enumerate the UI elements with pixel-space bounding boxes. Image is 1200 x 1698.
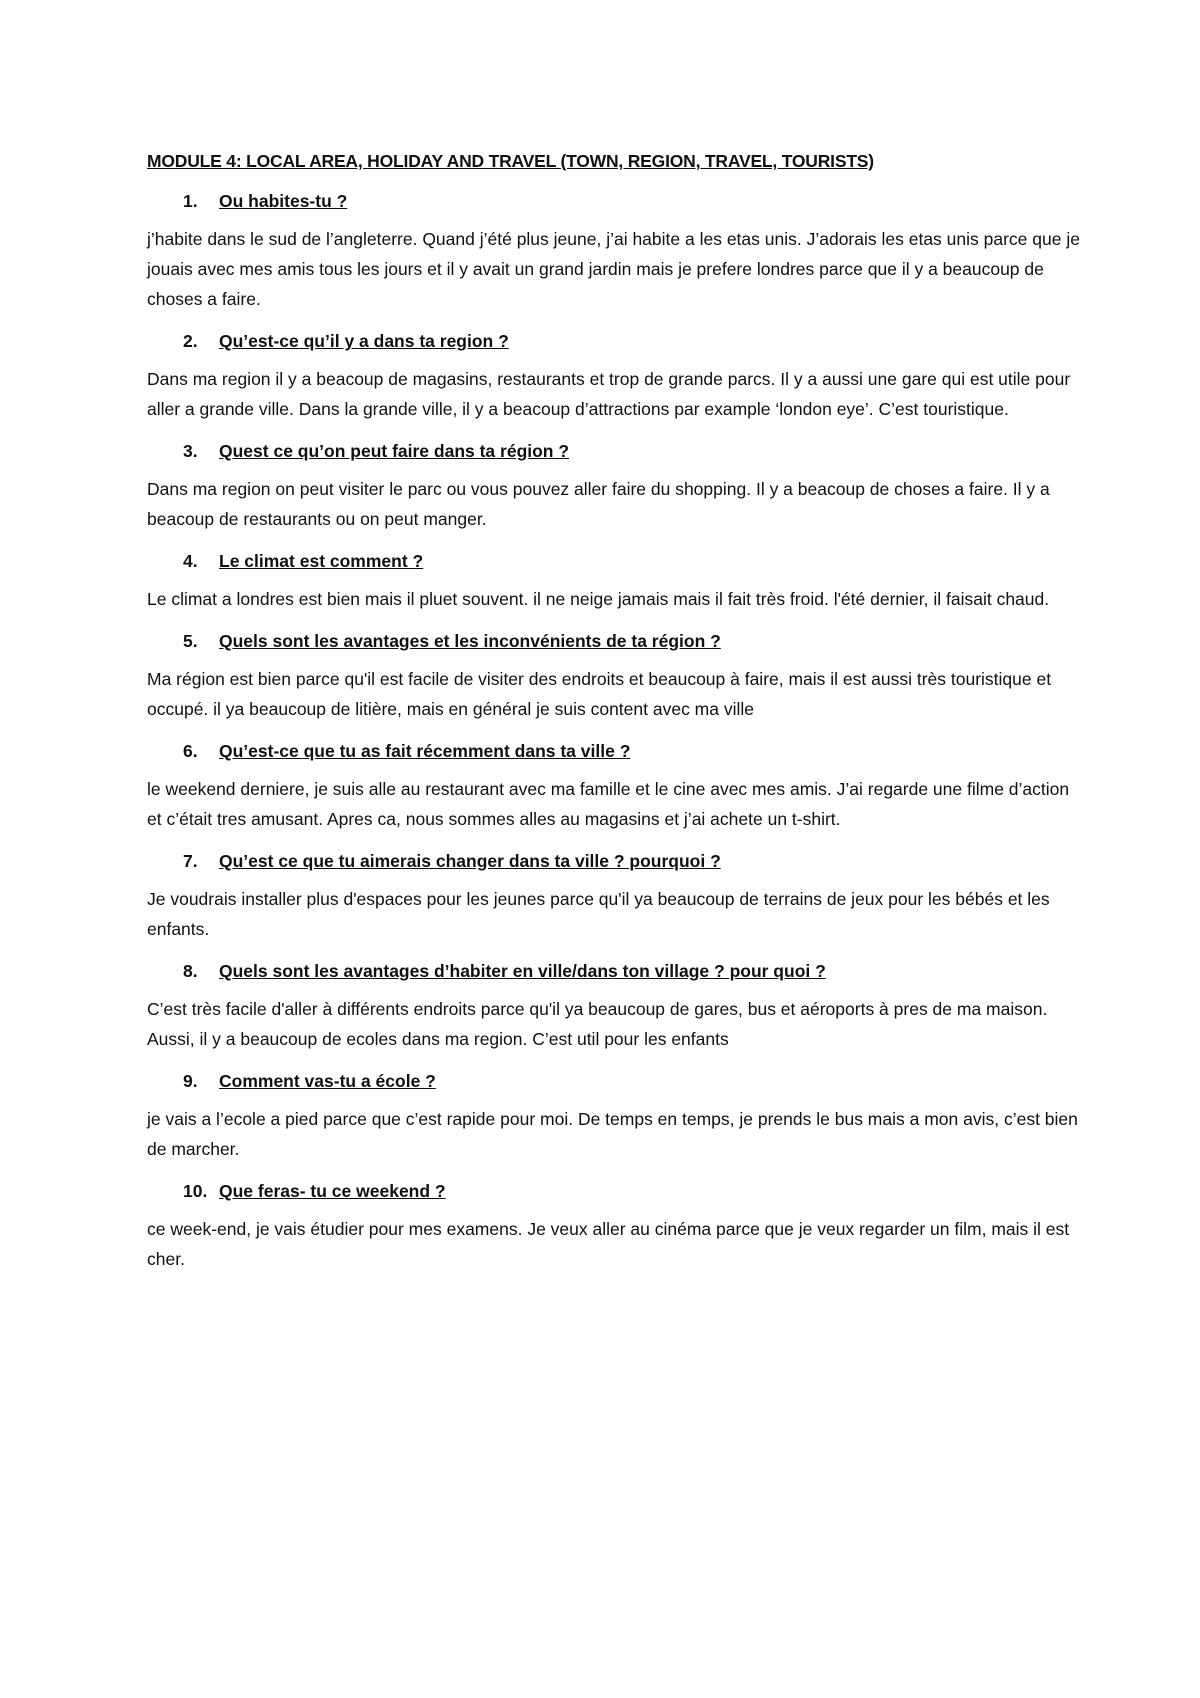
question-6 — [147, 738, 1082, 764]
qa-item-7 — [147, 848, 1082, 944]
question-5 — [147, 628, 1082, 654]
question-number: 3. — [183, 441, 198, 461]
question-4 — [147, 548, 1082, 574]
question-number: 10. — [183, 1181, 208, 1201]
answer-3: Dans ma region on peut visiter le parc ou vous pouvez aller faire du shopping. Il y a beacoup de choses a faire. Il y a beacoup de restaurants ou on peut manger. — [147, 479, 1050, 529]
question-number: 8. — [183, 961, 198, 981]
qa-item-8 — [147, 958, 1082, 1054]
question-number: 2. — [183, 331, 198, 351]
question-1 — [147, 188, 1082, 214]
qa-item-6 — [147, 738, 1082, 834]
question-text: Quels sont les avantages et les inconvénients de ta région ? — [219, 631, 721, 651]
answer-7: Je voudrais installer plus d'espaces pour les jeunes parce qu'il ya beaucoup de terrains de jeux pour les bébés et les enfants. — [147, 889, 1050, 939]
question-7 — [147, 848, 1082, 874]
answer-2: Dans ma region il y a beacoup de magasins, restaurants et trop de grande parcs. Il y a aussi une gare qui est utile pour aller a grande ville. Dans la grande ville, il y a beacoup d’attractions par example ‘london eye’. C’est touristique. — [147, 369, 1071, 419]
question-number: 7. — [183, 851, 198, 871]
question-8 — [147, 958, 1082, 984]
qa-item-9 — [147, 1068, 1082, 1164]
question-number: 4. — [183, 551, 198, 571]
question-text: Quest ce qu’on peut faire dans ta région ? — [219, 441, 570, 461]
question-9 — [147, 1068, 1082, 1094]
answer-9: je vais a l’ecole a pied parce que c’est rapide pour moi. De temps en temps, je prends le bus mais a mon avis, c’est bien de marcher. — [147, 1109, 1078, 1159]
answer-6: le weekend derniere, je suis alle au restaurant avec ma famille et le cine avec mes amis. J’ai regarde une filme d’action et c’était tres amusant. Apres ca, nous sommes alles au magasins et j’ai achete un t-shirt. — [147, 779, 1070, 829]
qa-item-3 — [147, 438, 1082, 534]
question-number: 1. — [183, 191, 198, 211]
question-number: 6. — [183, 741, 198, 761]
answer-5: Ma région est bien parce qu'il est facile de visiter des endroits et beaucoup à faire, mais il est aussi très touristique et occupé. il ya beaucoup de litière, mais en général je suis content avec ma ville — [147, 669, 1052, 719]
answer-4: Le climat a londres est bien mais il pluet souvent. il ne neige jamais mais il fait très froid. l'été dernier, il faisait chaud. — [147, 589, 1050, 609]
question-number: 5. — [183, 631, 198, 651]
document-page — [147, 148, 1082, 1288]
qa-item-1 — [147, 188, 1082, 314]
question-3 — [147, 438, 1082, 464]
answer-8: C’est très facile d'aller à différents endroits parce qu'il ya beaucoup de gares, bus et aéroports à pres de ma maison. Aussi, il y a beaucoup de ecoles dans ma region. C’est util pour les enfants — [147, 999, 1048, 1049]
question-text: Comment vas-tu a école ? — [219, 1071, 436, 1091]
question-text: Qu’est ce que tu aimerais changer dans ta ville ? pourquoi ? — [219, 851, 721, 871]
question-text: Que feras- tu ce weekend ? — [219, 1181, 446, 1201]
qa-item-4 — [147, 548, 1082, 614]
qa-item-2 — [147, 328, 1082, 424]
question-text: Qu’est-ce qu’il y a dans ta region ? — [219, 331, 509, 351]
question-text: Qu’est-ce que tu as fait récemment dans ta ville ? — [219, 741, 631, 761]
question-text: Ou habites-tu ? — [219, 191, 348, 211]
qa-item-10 — [147, 1178, 1082, 1274]
question-10 — [147, 1178, 1082, 1204]
answer-10: ce week-end, je vais étudier pour mes examens. Je veux aller au cinéma parce que je veux regarder un film, mais il est cher. — [147, 1219, 1070, 1269]
answer-1: j’habite dans le sud de l’angleterre. Quand j’été plus jeune, j’ai habite a les etas unis. J’adorais les etas unis parce que je jouais avec mes amis tous les jours et il y avait un grand jardin mais je prefere londres parce que il y a beaucoup de choses a faire. — [147, 229, 1080, 309]
question-2 — [147, 328, 1082, 354]
question-text: Le climat est comment ? — [219, 551, 424, 571]
document-title: MODULE 4: LOCAL AREA, HOLIDAY AND TRAVEL (TOWN, REGION, TRAVEL, TOURISTS) — [147, 151, 874, 171]
question-number: 9. — [183, 1071, 198, 1091]
question-text: Quels sont les avantages d’habiter en ville/dans ton village ? pour quoi ? — [219, 961, 826, 981]
qa-item-5 — [147, 628, 1082, 724]
